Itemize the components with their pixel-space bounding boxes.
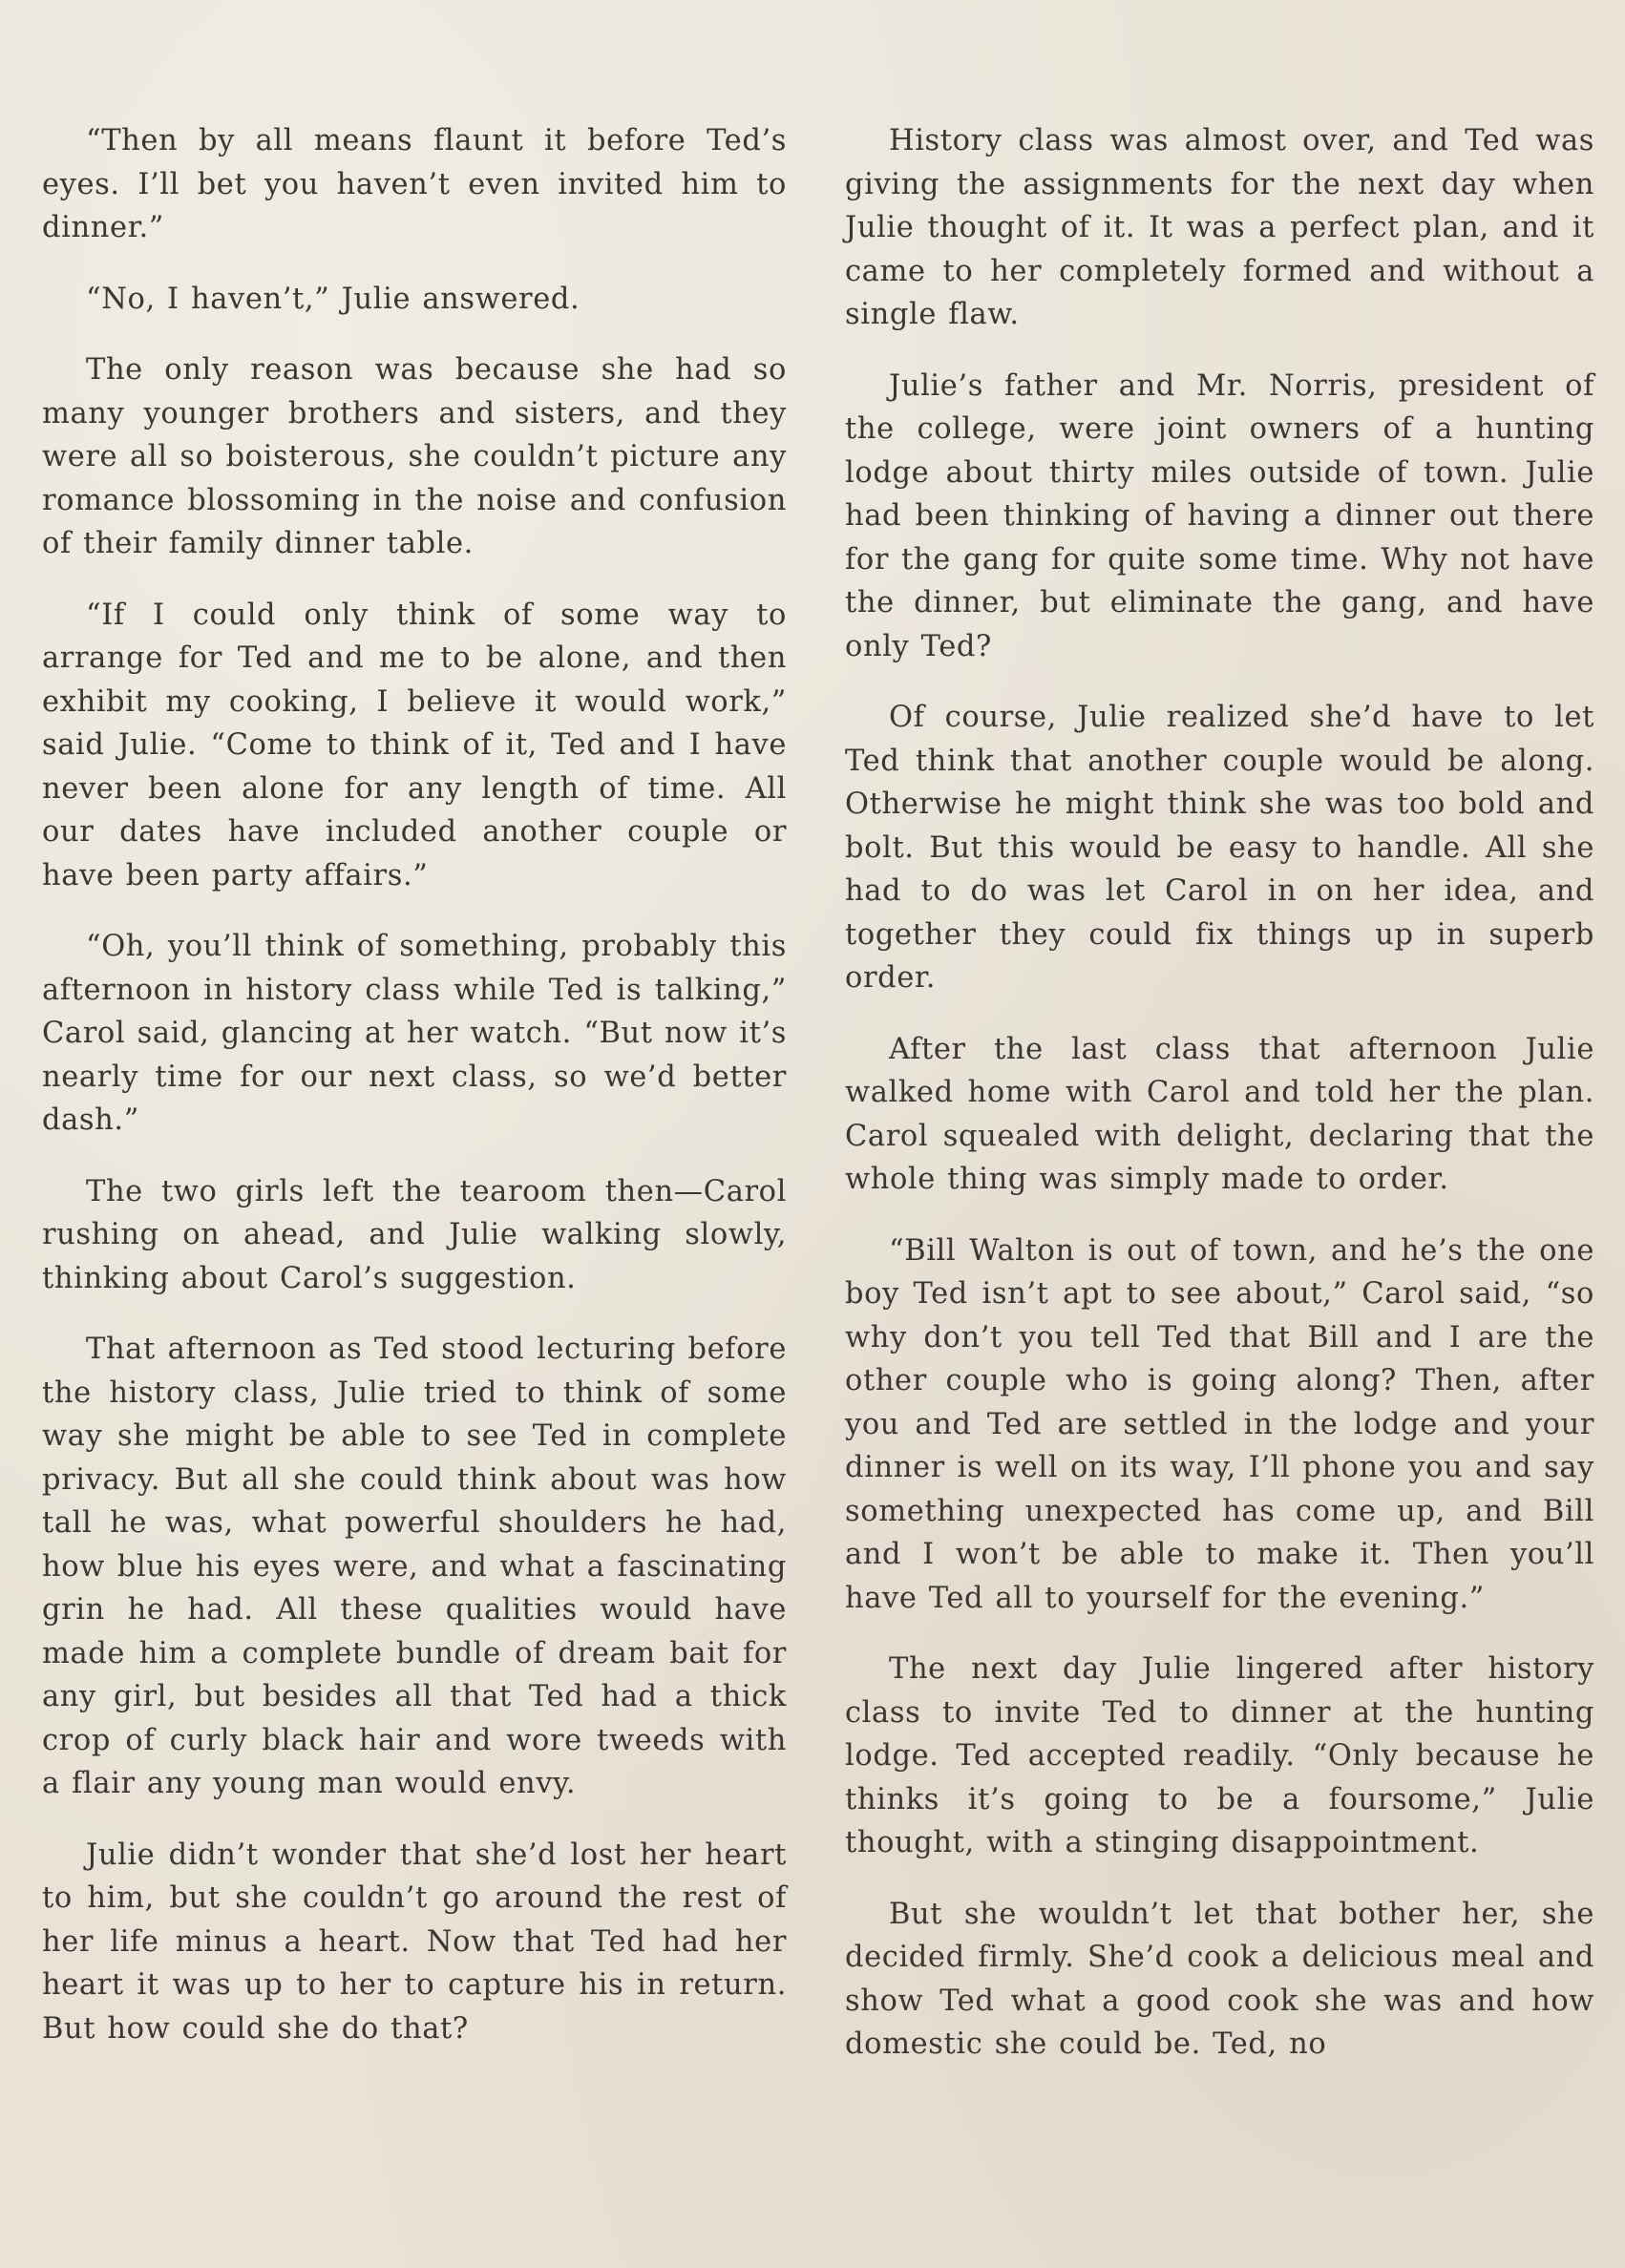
paragraph: Julie didn’t wonder that she’d lost her heart to him, but she couldn’t go around the rest of her life minus a heart. Now that Ted had her heart it was up to her to capture his in return. But how could she do that? bbox=[42, 1838, 787, 2046]
paragraph: But she wouldn’t let that bother her, she decided firmly. She’d cook a delicious meal and show Ted what a good cook she was and how domestic she could be. Ted, no bbox=[845, 1897, 1594, 2061]
paragraph: After the last class that afternoon Julie walked home with Carol and told her the plan. Carol squealed with delight, declaring that the whole thing was simply made to order. bbox=[845, 1032, 1594, 1196]
paragraph: The only reason was because she had so many younger brothers and sisters, and they were all so boisterous, she couldn’t picture any romance blossoming in the noise and confusion of their family dinner table. bbox=[42, 353, 787, 560]
paragraph: History class was almost over, and Ted was giving the assignments for the next day when Julie thought of it. It was a perfect plan, and it came to her completely formed and without a single flaw. bbox=[845, 124, 1594, 331]
paragraph: “Oh, you’ll think of something, probably this afternoon in history class while Ted is talking,” Carol said, glancing at her watch. “But now it’s nearly time for our next class, so we’d better dash.” bbox=[42, 930, 787, 1137]
paragraph: The two girls left the tearoom then—Carol rushing on ahead, and Julie walking slowly, thinking about Carol’s suggestion. bbox=[42, 1174, 787, 1295]
paragraph: “Bill Walton is out of town, and he’s the one boy Ted isn’t apt to see about,” Carol said, “so why don’t you tell Ted that Bill and I are the other couple who is going along? Then, after you and Ted are settled in the lodge and your dinner is well on its way, I’ll phone you and say something unexpected has come up, and Bill and I won’t be able to make it. Then you’ll have Ted all to yourself for the evening.” bbox=[845, 1233, 1594, 1615]
right-column bbox=[845, 119, 1594, 2094]
paragraph: That afternoon as Ted stood lecturing before the history class, Julie tried to think of some way she might be able to see Ted in complete privacy. But all she could think about was how tall he was, what powerful shoulders he had, how blue his eyes were, and what a fascinating grin he had. All these qualities would have made him a complete bundle of dream bait for any girl, but besides all that Ted had a thick crop of curly black hair and wore tweeds with a flair any young man would envy. bbox=[42, 1333, 787, 1800]
paragraph: “Then by all means flaunt it before Ted’s eyes. I’ll bet you haven’t even invited him to dinner.” bbox=[42, 124, 787, 244]
paragraph: “No, I haven’t,” Julie answered. bbox=[86, 282, 580, 316]
left-column bbox=[42, 119, 787, 2078]
paragraph: “If I could only think of some way to arrange for Ted and me to be alone, and then exhibit my cooking, I believe it would work,” said Julie. “Come to think of it, Ted and I have never been alone for any length of time. All our dates have included another couple or have been party affairs.” bbox=[42, 598, 787, 892]
paragraph: Of course, Julie realized she’d have to let Ted think that another couple would be along. Otherwise he might think she was too bold and bolt. But this would be easy to handle. All she had to do was let Carol in on her idea, and together they could fix things up in superb order. bbox=[845, 701, 1594, 995]
paragraph: Julie’s father and Mr. Norris, president of the college, were joint owners of a hunting lodge about thirty miles outside of town. Julie had been thinking of having a dinner out there for the gang for quite some time. Why not have the dinner, but eliminate the gang, and have only Ted? bbox=[845, 368, 1594, 663]
paragraph: The next day Julie lingered after history class to invite Ted to dinner at the hunting lodge. Ted accepted readily. “Only because he thinks it’s going to be a foursome,” Julie thought, with a stinging disappointment. bbox=[845, 1652, 1594, 1859]
